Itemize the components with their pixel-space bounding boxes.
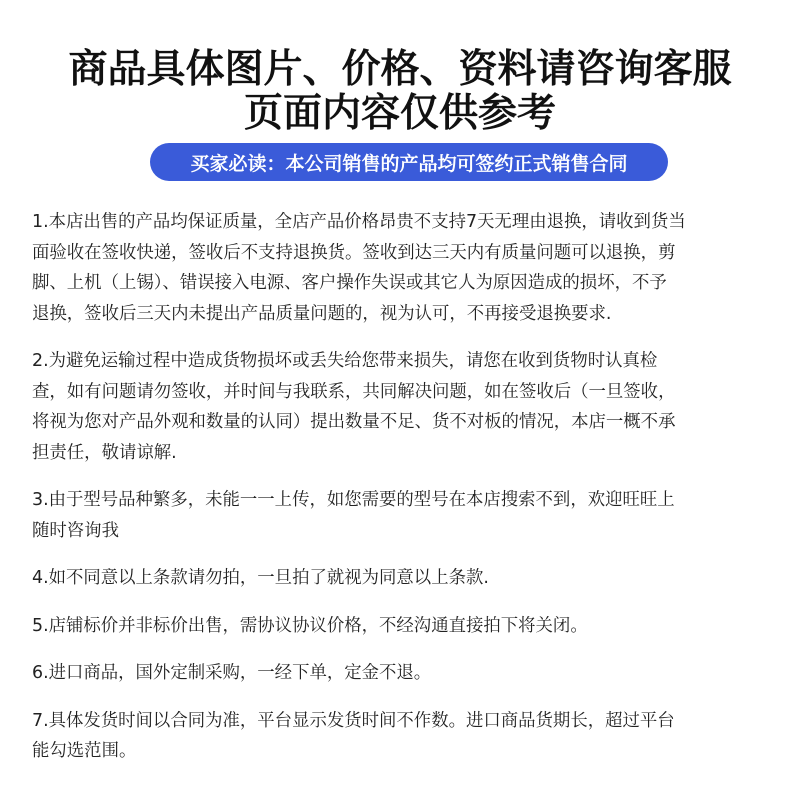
notice-banner-text: 买家必读：本公司销售的产品均可签约正式销售合同	[190, 152, 628, 175]
terms-line: 7.具体发货时间以合同为准，平台显示发货时间不作数。进口商品货期长，超过平台	[32, 710, 675, 731]
terms-line: 查，如有问题请勿签收，并时间与我联系，共同解决问题，如在签收后（一旦签收，	[32, 381, 676, 402]
terms-paragraph	[32, 207, 782, 329]
terms-line: 6.进口商品，国外定制采购，一经下单，定金不退。	[32, 663, 432, 683]
terms-paragraph	[32, 611, 782, 642]
terms-line: 随时咨询我	[32, 520, 119, 541]
terms-paragraph	[32, 706, 782, 767]
terms-line: 脚、上机（上锡）、错误接入电源、客户操作失误或其它人为原因造成的损坏，不予	[32, 273, 667, 293]
terms-line: 3.由于型号品种繁多，未能一一上传，如您需要的型号在本店搜索不到，欢迎旺旺上	[32, 490, 675, 510]
terms-paragraph	[32, 346, 782, 468]
page-title-line2: 页面内容仅供参考	[243, 91, 556, 136]
terms-line: 退换，签收后三天内未提出产品质量问题的，视为认可，不再接受退换要求.	[32, 303, 612, 324]
terms-list	[32, 207, 782, 784]
terms-paragraph	[32, 658, 782, 689]
page-title-line1: 商品具体图片、价格、资料请咨询客服	[68, 47, 732, 92]
terms-line: 将视为您对产品外观和数量的认同）提出数量不足、货不对板的情况，本店一概不承	[32, 412, 676, 432]
terms-paragraph	[32, 485, 782, 546]
terms-line: 担责任，敬请谅解.	[32, 442, 177, 463]
terms-line: 5.店铺标价并非标价出售，需协议协议价格，不经沟通直接拍下将关闭。	[32, 615, 588, 636]
terms-line: 面验收在签收快递，签收后不支持退换货。签收到达三天内有质量问题可以退换，剪	[32, 242, 676, 263]
terms-line: 1.本店出售的产品均保证质量，全店产品价格昂贵不支持7天无理由退换，请收到货当	[32, 212, 686, 232]
notice-banner	[150, 143, 668, 181]
terms-paragraph	[32, 563, 782, 594]
terms-line: 2.为避免运输过程中造成货物损坏或丢失给您带来损失，请您在收到货物时认真检	[32, 351, 658, 371]
terms-line: 4.如不同意以上条款请勿拍，一旦拍了就视为同意以上条款.	[32, 568, 489, 588]
terms-line: 能勾选范围。	[32, 741, 137, 761]
